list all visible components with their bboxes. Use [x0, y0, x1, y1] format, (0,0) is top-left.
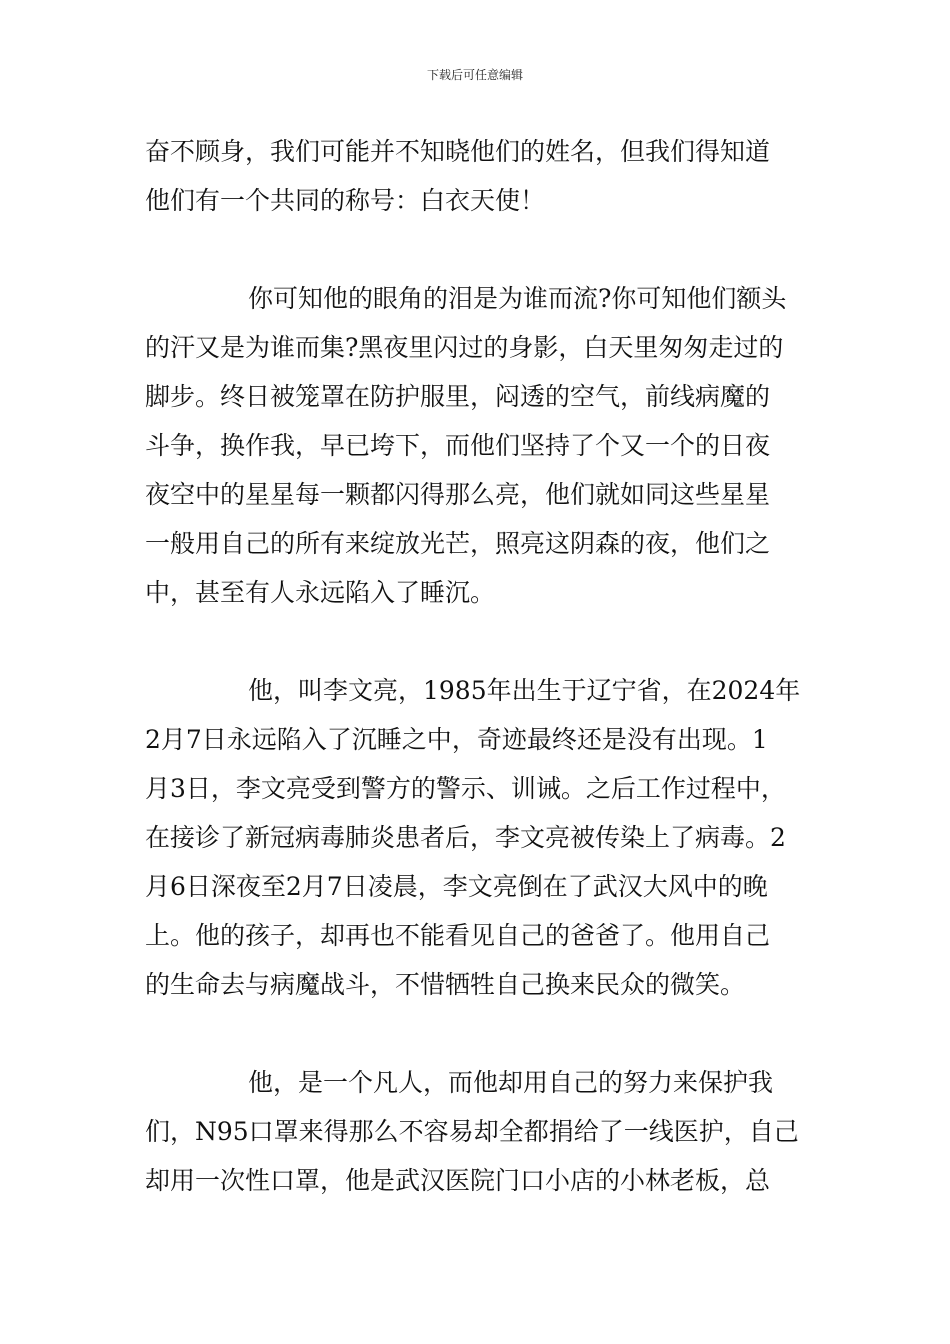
text-line: 斗争，换作我，早已垮下，而他们坚持了个又一个的日夜 [145, 431, 771, 460]
header-note: 下载后可任意编辑 [426, 68, 523, 82]
text-line: 中，甚至有人永远陷入了睡沉。 [145, 578, 496, 607]
text-line: 在接诊了新冠病毒肺炎患者后，李文亮被传染上了病毒。2 [145, 823, 786, 852]
text-line: 们，N95口罩来得那么不容易却全都捐给了一线医护，自己 [145, 1117, 799, 1146]
paragraph-gap [145, 1009, 810, 1058]
text-line: 奋不顾身，我们可能并不知晓他们的姓名，但我们得知道 [145, 137, 771, 166]
paragraph-gap [145, 617, 810, 666]
text-line: 脚步。终日被笼罩在防护服里，闷透的空气，前线病魔的 [145, 382, 771, 411]
text-line: 月6日深夜至2月7日凌晨，李文亮倒在了武汉大风中的晚 [145, 872, 768, 901]
text-line: 他，是一个凡人，而他却用自己的努力来保护我 [248, 1068, 774, 1097]
text-line: 他，叫李文亮，1985年出生于辽宁省，在2024年 [248, 676, 801, 705]
text-line: 2月7日永远陷入了沉睡之中，奇迹最终还是没有出现。1 [145, 725, 768, 754]
paragraph-gap [145, 225, 810, 274]
paragraph [145, 666, 810, 1009]
paragraph [145, 1058, 810, 1205]
text-line: 却用一次性口罩，他是武汉医院门口小店的小林老板，总 [145, 1166, 771, 1195]
text-line: 一般用自己的所有来绽放光芒，照亮这阴森的夜，他们之 [145, 529, 771, 558]
text-line: 月3日，李文亮受到警方的警示、训诫。之后工作过程中， [145, 774, 786, 803]
text-line: 你可知他的眼角的泪是为谁而流?你可知他们额头 [248, 284, 787, 313]
paragraph [145, 274, 810, 617]
text-line: 上。他的孩子，却再也不能看见自己的爸爸了。他用自己 [145, 921, 771, 950]
text-line: 的生命去与病魔战斗，不惜牺牲自己换来民众的微笑。 [145, 970, 746, 999]
paragraph [145, 127, 810, 225]
text-line: 他们有一个共同的称号：白衣天使！ [145, 186, 546, 215]
text-line: 夜空中的星星每一颗都闪得那么亮，他们就如同这些星星 [145, 480, 771, 509]
text-line: 的汗又是为谁而集?黑夜里闪过的身影，白天里匆匆走过的 [145, 333, 784, 362]
body-text [145, 127, 810, 1205]
